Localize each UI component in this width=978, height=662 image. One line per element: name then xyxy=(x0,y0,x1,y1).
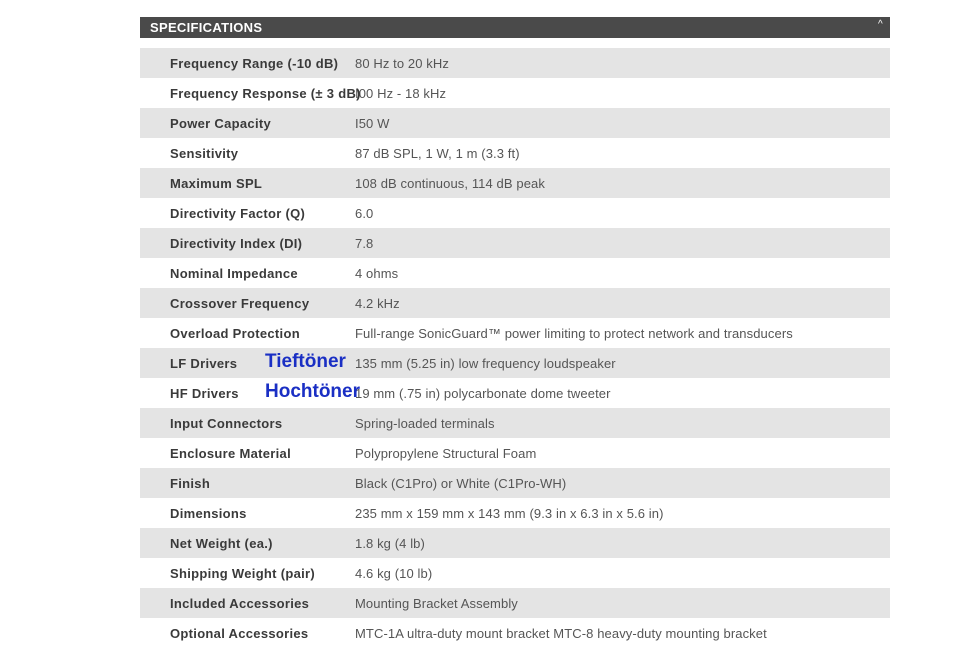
specifications-title: SPECIFICATIONS xyxy=(150,20,263,35)
spec-row xyxy=(140,198,890,228)
spec-value: Mounting Bracket Assembly xyxy=(355,595,518,611)
spec-label xyxy=(140,446,355,461)
spec-value: 235 mm x 159 mm x 143 mm (9.3 in x 6.3 in x 5.6 in) xyxy=(355,505,664,521)
spec-row xyxy=(140,468,890,498)
spec-label xyxy=(140,476,355,491)
spec-value: 7.8 xyxy=(355,235,374,251)
spec-row xyxy=(140,378,890,408)
spec-label xyxy=(140,176,355,191)
spec-label-text: Power Capacity xyxy=(170,115,272,131)
spec-row xyxy=(140,228,890,258)
spec-label-text: Shipping Weight (pair) xyxy=(170,565,316,581)
spec-label xyxy=(140,536,355,551)
spec-label xyxy=(140,596,355,611)
spec-label-text: Sensitivity xyxy=(170,145,239,161)
spec-row xyxy=(140,138,890,168)
spec-label xyxy=(140,56,355,71)
spec-label xyxy=(140,146,355,161)
spec-label-text: Directivity Index (DI) xyxy=(170,235,303,251)
spec-value: 19 mm (.75 in) polycarbonate dome tweeter xyxy=(355,385,611,401)
spec-label-text: LF Drivers xyxy=(170,355,238,371)
spec-row xyxy=(140,348,890,378)
spec-label-text: Included Accessories xyxy=(170,595,310,611)
spec-row xyxy=(140,288,890,318)
spec-value: Black (C1Pro) or White (C1Pro-WH) xyxy=(355,475,567,491)
specifications-table xyxy=(140,48,890,648)
spec-row xyxy=(140,588,890,618)
german-annotation: Hochtöner xyxy=(265,380,360,402)
spec-label-text: Overload Protection xyxy=(170,325,300,341)
spec-value: MTC-1A ultra-duty mount bracket MTC-8 heavy-duty mounting bracket xyxy=(355,625,767,641)
spec-value: 1.8 kg (4 lb) xyxy=(355,535,425,551)
spec-label xyxy=(140,206,355,221)
spec-label xyxy=(140,506,355,521)
spec-label xyxy=(140,380,360,402)
collapse-caret-icon[interactable]: ^ xyxy=(878,19,883,30)
spec-label xyxy=(140,350,355,372)
spec-value: 4.2 kHz xyxy=(355,295,400,311)
spec-value: I50 W xyxy=(355,115,390,131)
spec-value: 135 mm (5.25 in) low frequency loudspeaker xyxy=(355,355,616,371)
spec-value: 4 ohms xyxy=(355,265,399,281)
spec-label-text: Frequency Response (± 3 dB) xyxy=(170,85,361,101)
spec-row xyxy=(140,528,890,558)
spec-label-text: Crossover Frequency xyxy=(170,295,310,311)
spec-row xyxy=(140,78,890,108)
spec-label xyxy=(140,116,355,131)
specifications-panel xyxy=(140,17,890,648)
spec-label-text: Nominal Impedance xyxy=(170,265,298,281)
spec-label-text: Dimensions xyxy=(170,505,247,521)
specifications-header[interactable] xyxy=(140,17,890,38)
spec-label xyxy=(140,296,355,311)
spec-value: Full-range SonicGuard™ power limiting to protect network and transducers xyxy=(355,325,793,341)
spec-value: Spring-loaded terminals xyxy=(355,415,495,431)
spec-label-text: Maximum SPL xyxy=(170,175,263,191)
spec-label-text: HF Drivers xyxy=(170,385,239,401)
spec-value: Polypropylene Structural Foam xyxy=(355,445,537,461)
spec-row xyxy=(140,438,890,468)
spec-label xyxy=(140,266,355,281)
spec-label xyxy=(140,326,355,341)
spec-label xyxy=(140,236,355,251)
spec-value: 87 dB SPL, 1 W, 1 m (3.3 ft) xyxy=(355,145,520,161)
spec-row xyxy=(140,258,890,288)
spec-value: 80 Hz to 20 kHz xyxy=(355,55,449,71)
spec-label xyxy=(140,416,355,431)
spec-label xyxy=(140,85,361,101)
spec-label-text: Finish xyxy=(170,475,211,491)
spec-value: 4.6 kg (10 lb) xyxy=(355,565,433,581)
spec-label-text: Enclosure Material xyxy=(170,445,291,461)
spec-row xyxy=(140,618,890,648)
spec-label-text: Input Connectors xyxy=(170,415,283,431)
spec-label-text: Optional Accessories xyxy=(170,625,309,641)
spec-row xyxy=(140,558,890,588)
spec-label-text: Net Weight (ea.) xyxy=(170,535,273,551)
spec-row xyxy=(140,408,890,438)
spec-value: 6.0 xyxy=(355,205,374,221)
spec-value: 108 dB continuous, 114 dB peak xyxy=(355,175,545,191)
spec-row xyxy=(140,168,890,198)
spec-label xyxy=(140,566,355,581)
spec-row xyxy=(140,498,890,528)
spec-value: I00 Hz - 18 kHz xyxy=(355,85,447,101)
spec-row xyxy=(140,108,890,138)
german-annotation: Tieftöner xyxy=(265,350,346,372)
spec-label-text: Frequency Range (-10 dB) xyxy=(170,55,339,71)
spec-label-text: Directivity Factor (Q) xyxy=(170,205,306,221)
spec-label xyxy=(140,626,355,641)
spec-row xyxy=(140,318,890,348)
spec-row xyxy=(140,48,890,78)
